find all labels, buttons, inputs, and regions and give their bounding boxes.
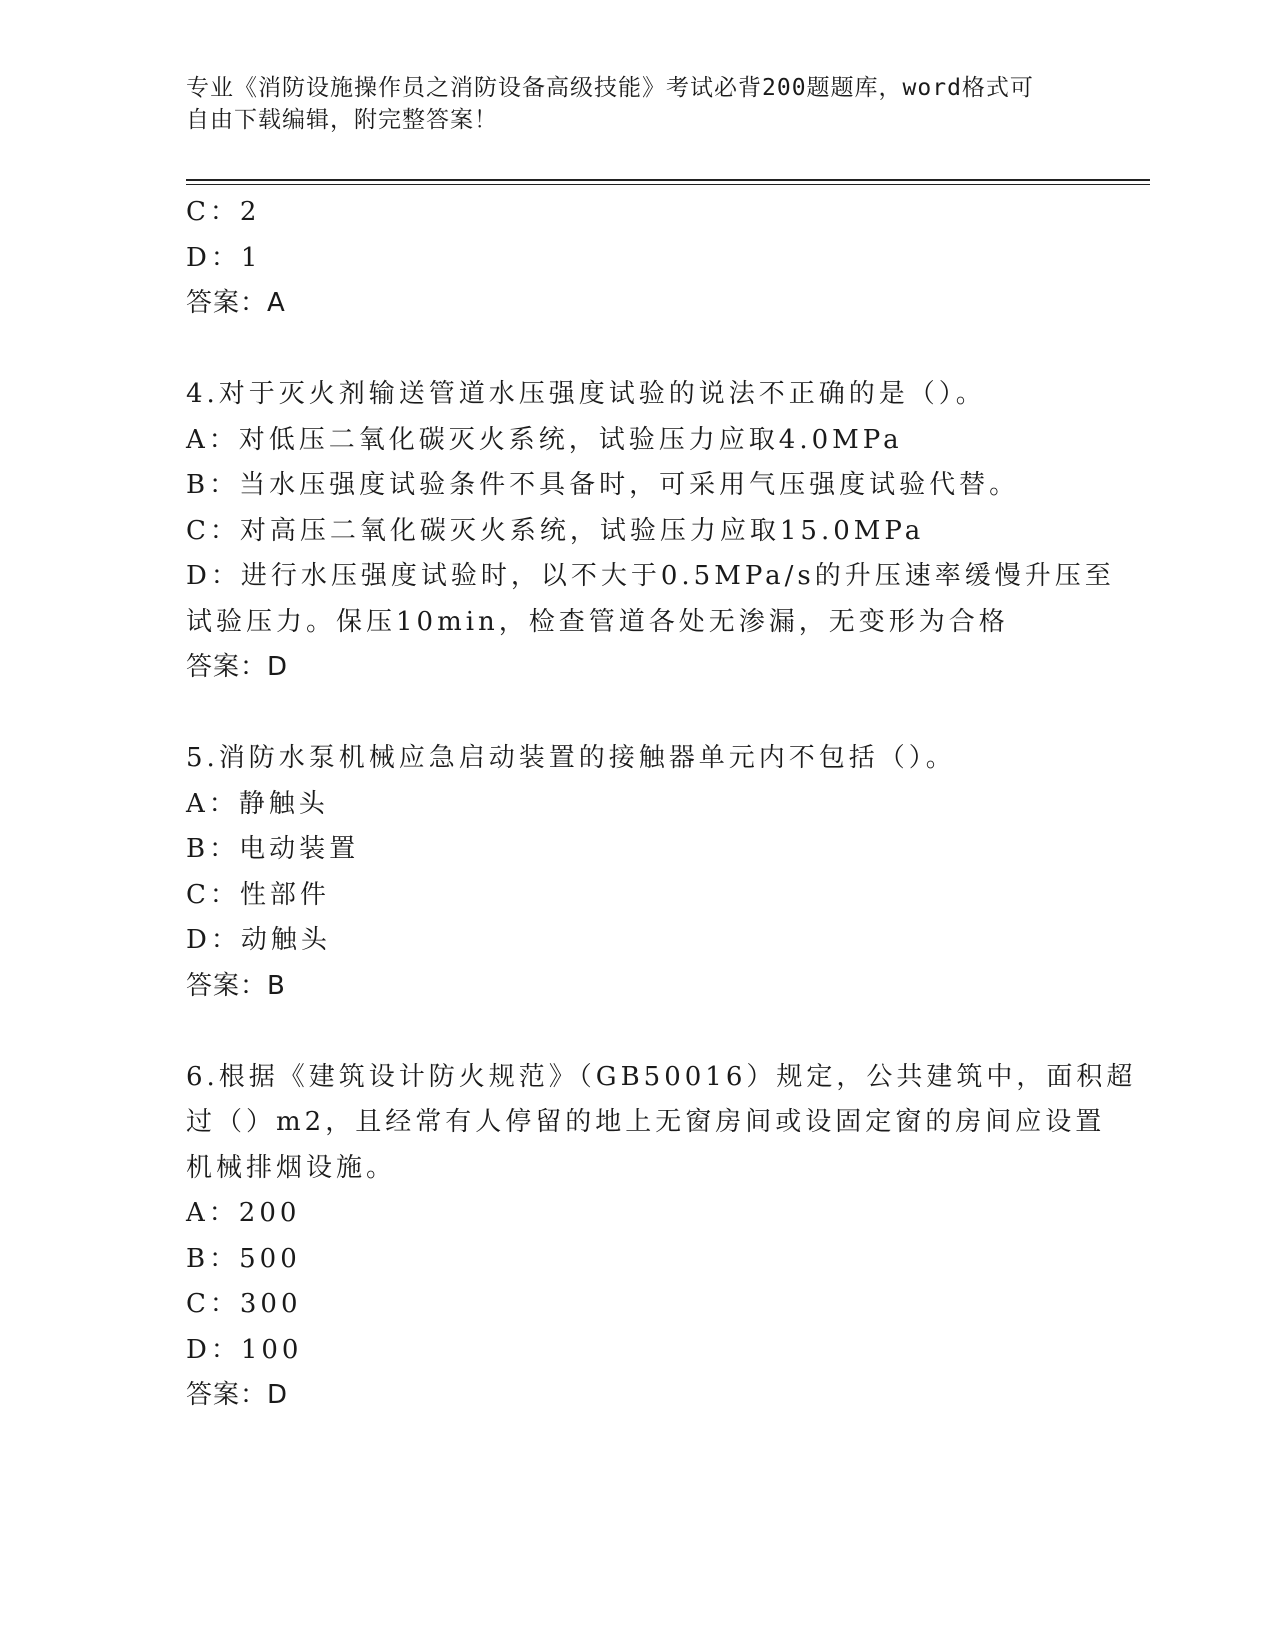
option-line: B：500: [186, 1243, 301, 1274]
answer-line: 答案：D: [186, 1380, 289, 1410]
option-line: B：电动装置: [186, 834, 360, 864]
question-text: 6.根据《建筑设计防火规范》（GB50016）规定，公共建筑中，面积超: [186, 1061, 1137, 1092]
option-line: C：对高压二氧化碳灭火系统，试验压力应取15.0MPa: [186, 515, 925, 546]
question-continuation: [186, 190, 1086, 327]
spacer: [186, 691, 1086, 737]
option-line: D：进行水压强度试验时，以不大于0.5MPa/s的升压速率缓慢升压至: [186, 561, 1115, 591]
spacer: [186, 327, 1086, 373]
header-line: 专业《消防设施操作员之消防设备高级技能》考试必背200题题库，word格式可: [186, 75, 1034, 101]
option-line: C：性部件: [186, 879, 330, 910]
answer-line: 答案：A: [186, 288, 286, 318]
option-line: D：动触头: [186, 925, 331, 955]
answer-line: 答案：B: [186, 970, 286, 1001]
question-text: 机械排烟设施。: [186, 1152, 397, 1183]
question-text: 5.消防水泵机械应急启动装置的接触器单元内不包括（）。: [186, 743, 956, 773]
question-list: [186, 190, 1137, 1419]
option-line: C：300: [186, 1289, 302, 1319]
option-line: A：静触头: [186, 788, 329, 819]
header-line: 自由下载编辑，附完整答案！: [186, 107, 498, 133]
option-line: D：100: [186, 1334, 303, 1365]
question-text: 过（）m2，且经常有人停留的地上无窗房间或设固定窗的房间应设置: [186, 1107, 1106, 1137]
question-text: 4.对于灭火剂输送管道水压强度试验的说法不正确的是（）。: [186, 379, 986, 409]
option-line: D：1: [186, 242, 262, 273]
document-header: [186, 72, 1066, 136]
option-line: 试验压力。保压10min，检查管道各处无渗漏，无变形为合格: [186, 606, 1009, 637]
option-line: B：当水压强度试验条件不具备时，可采用气压强度试验代替。: [186, 470, 1020, 500]
option-line: C：2: [186, 197, 261, 227]
question-block: [186, 372, 1115, 691]
question-block: [186, 1055, 1137, 1419]
answer-line: 答案：D: [186, 652, 289, 682]
header-divider: [186, 179, 1150, 181]
header-divider: [186, 184, 1150, 185]
spacer: [186, 1009, 1086, 1055]
option-line: A：200: [186, 1198, 301, 1228]
question-block: [186, 736, 1086, 1009]
option-line: A：对低压二氧化碳灭火系统，试验压力应取4.0MPa: [186, 424, 903, 455]
